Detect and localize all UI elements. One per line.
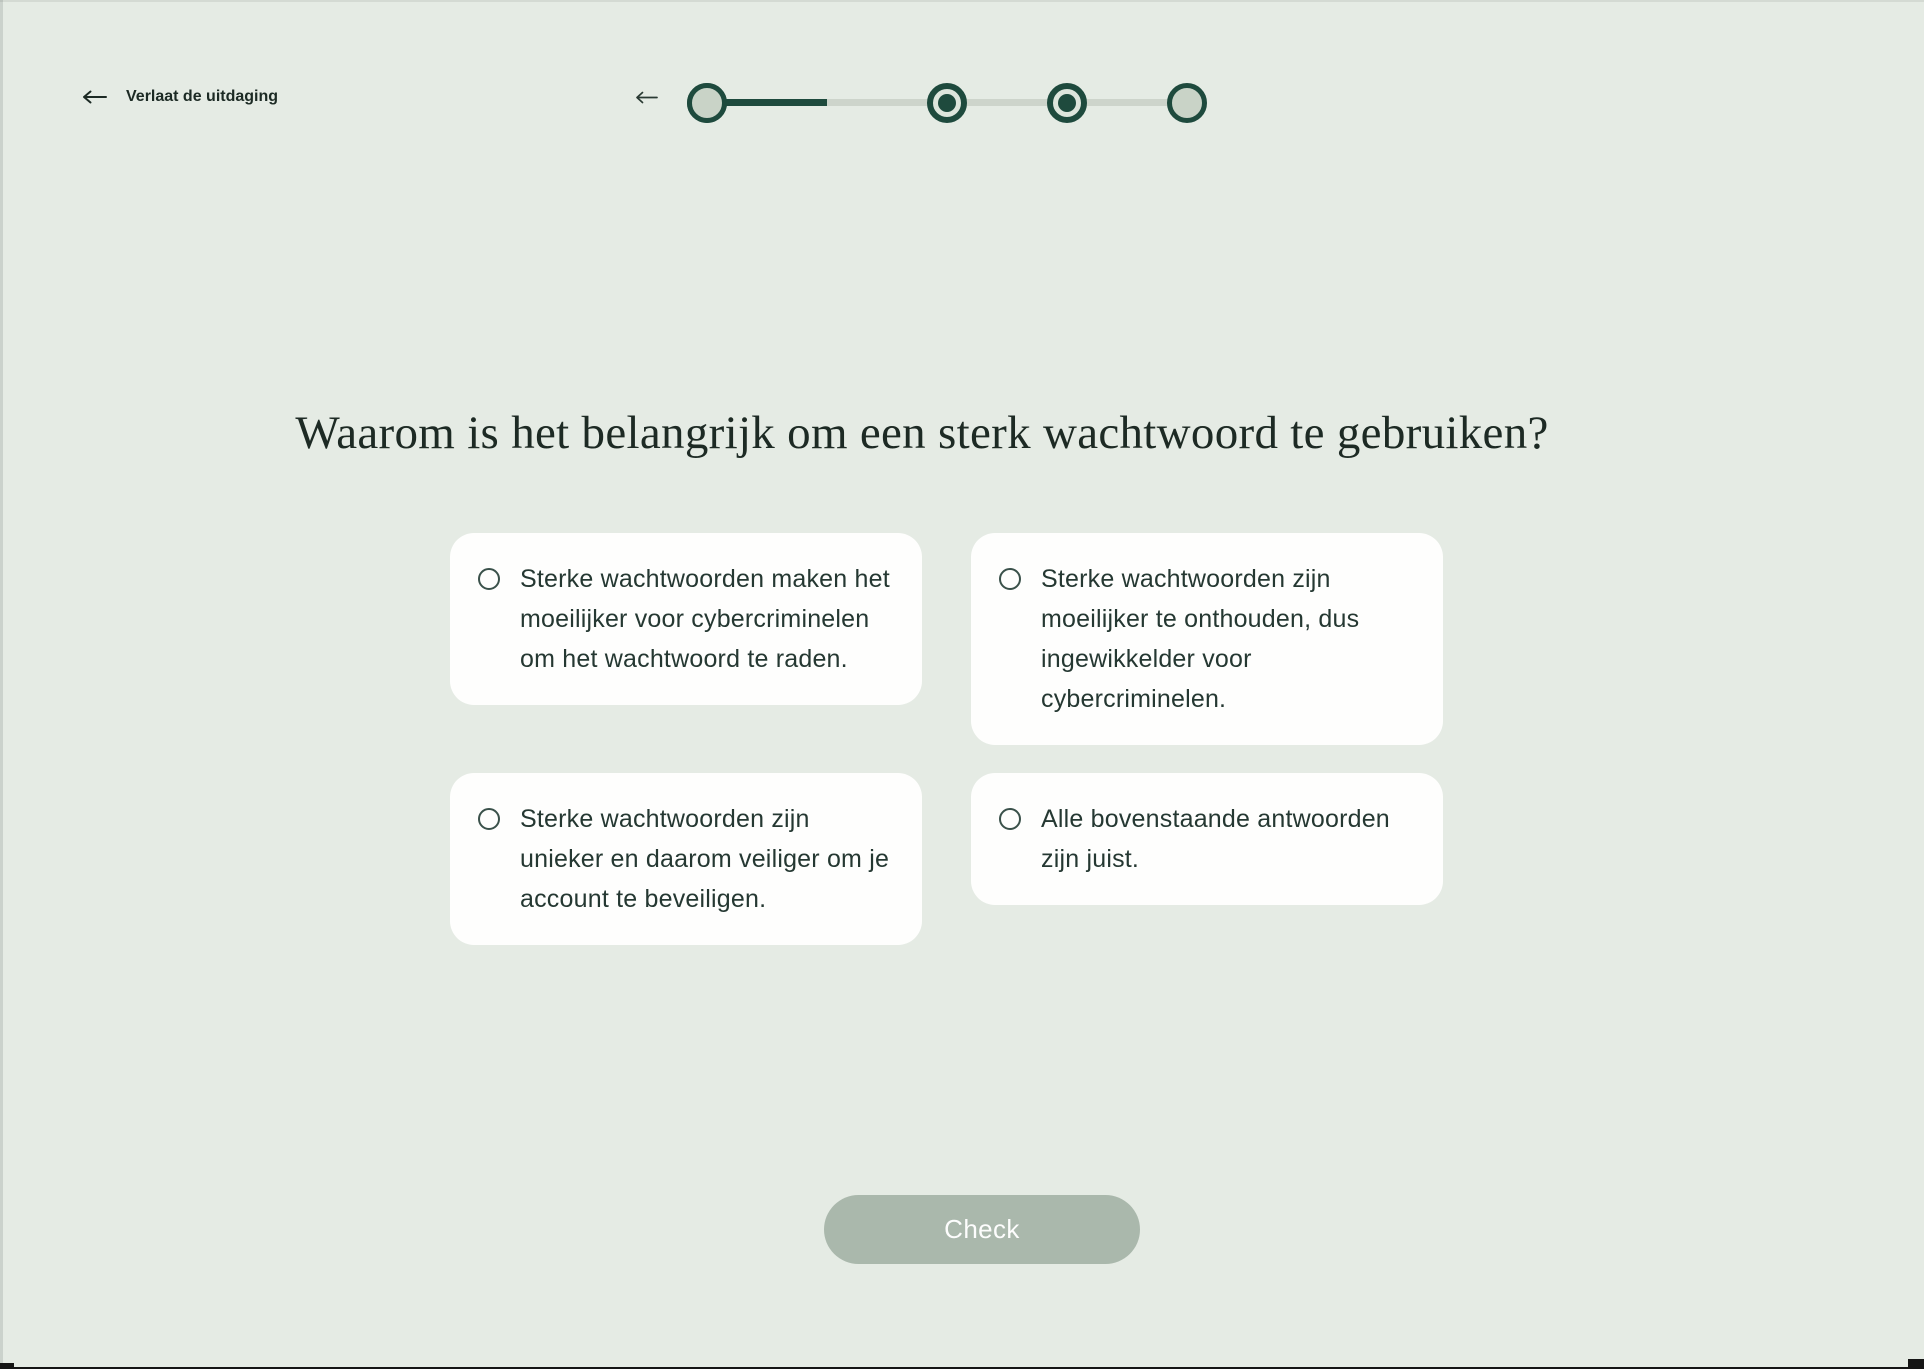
radio-button[interactable] — [478, 568, 500, 590]
answer-options — [450, 533, 1443, 945]
exit-challenge-label: Verlaat de uitdaging — [126, 88, 279, 105]
stepper-back-button[interactable] — [635, 91, 658, 107]
stepper-track — [687, 83, 1207, 123]
window-corner-notch-left — [0, 1363, 14, 1369]
answer-option-text: Sterke wachtwoorden maken het moeilijker voor cybercriminelen om het wachtwoord te raden. — [520, 565, 890, 673]
answer-option-3[interactable] — [450, 773, 922, 945]
stepper-step-1 — [927, 83, 967, 123]
window-corner-notch-right — [1908, 1359, 1924, 1369]
stepper-step-3 — [1167, 83, 1207, 123]
radio-button[interactable] — [999, 808, 1021, 830]
stepper-step-2 — [1047, 83, 1087, 123]
check-button[interactable]: Check — [824, 1195, 1140, 1264]
answer-option-text: Sterke wachtwoorden zijn unieker en daarom veiliger om je account te beveiligen. — [520, 805, 890, 913]
progress-stepper — [687, 83, 1207, 123]
radio-button[interactable] — [999, 568, 1021, 590]
left-arrow-icon — [82, 90, 107, 104]
answer-option-text: Alle bovenstaande antwoorden zijn juist. — [1041, 805, 1390, 873]
radio-button[interactable] — [478, 808, 500, 830]
left-arrow-icon — [635, 92, 658, 107]
exit-challenge-button[interactable] — [82, 88, 278, 106]
window-top-edge — [0, 0, 1924, 2]
question-title: Waarom is het belangrijk om een sterk wachtwoord te gebruiken? — [295, 407, 1549, 459]
window-left-edge — [0, 0, 3, 1369]
answer-option-4[interactable] — [971, 773, 1443, 905]
answer-option-1[interactable] — [450, 533, 922, 705]
answer-option-text: Sterke wachtwoorden zijn moeilijker te onthouden, dus ingewikkelder voor cybercriminelen. — [1041, 565, 1360, 713]
answer-option-2[interactable] — [971, 533, 1443, 745]
stepper-step-5 — [687, 83, 727, 123]
